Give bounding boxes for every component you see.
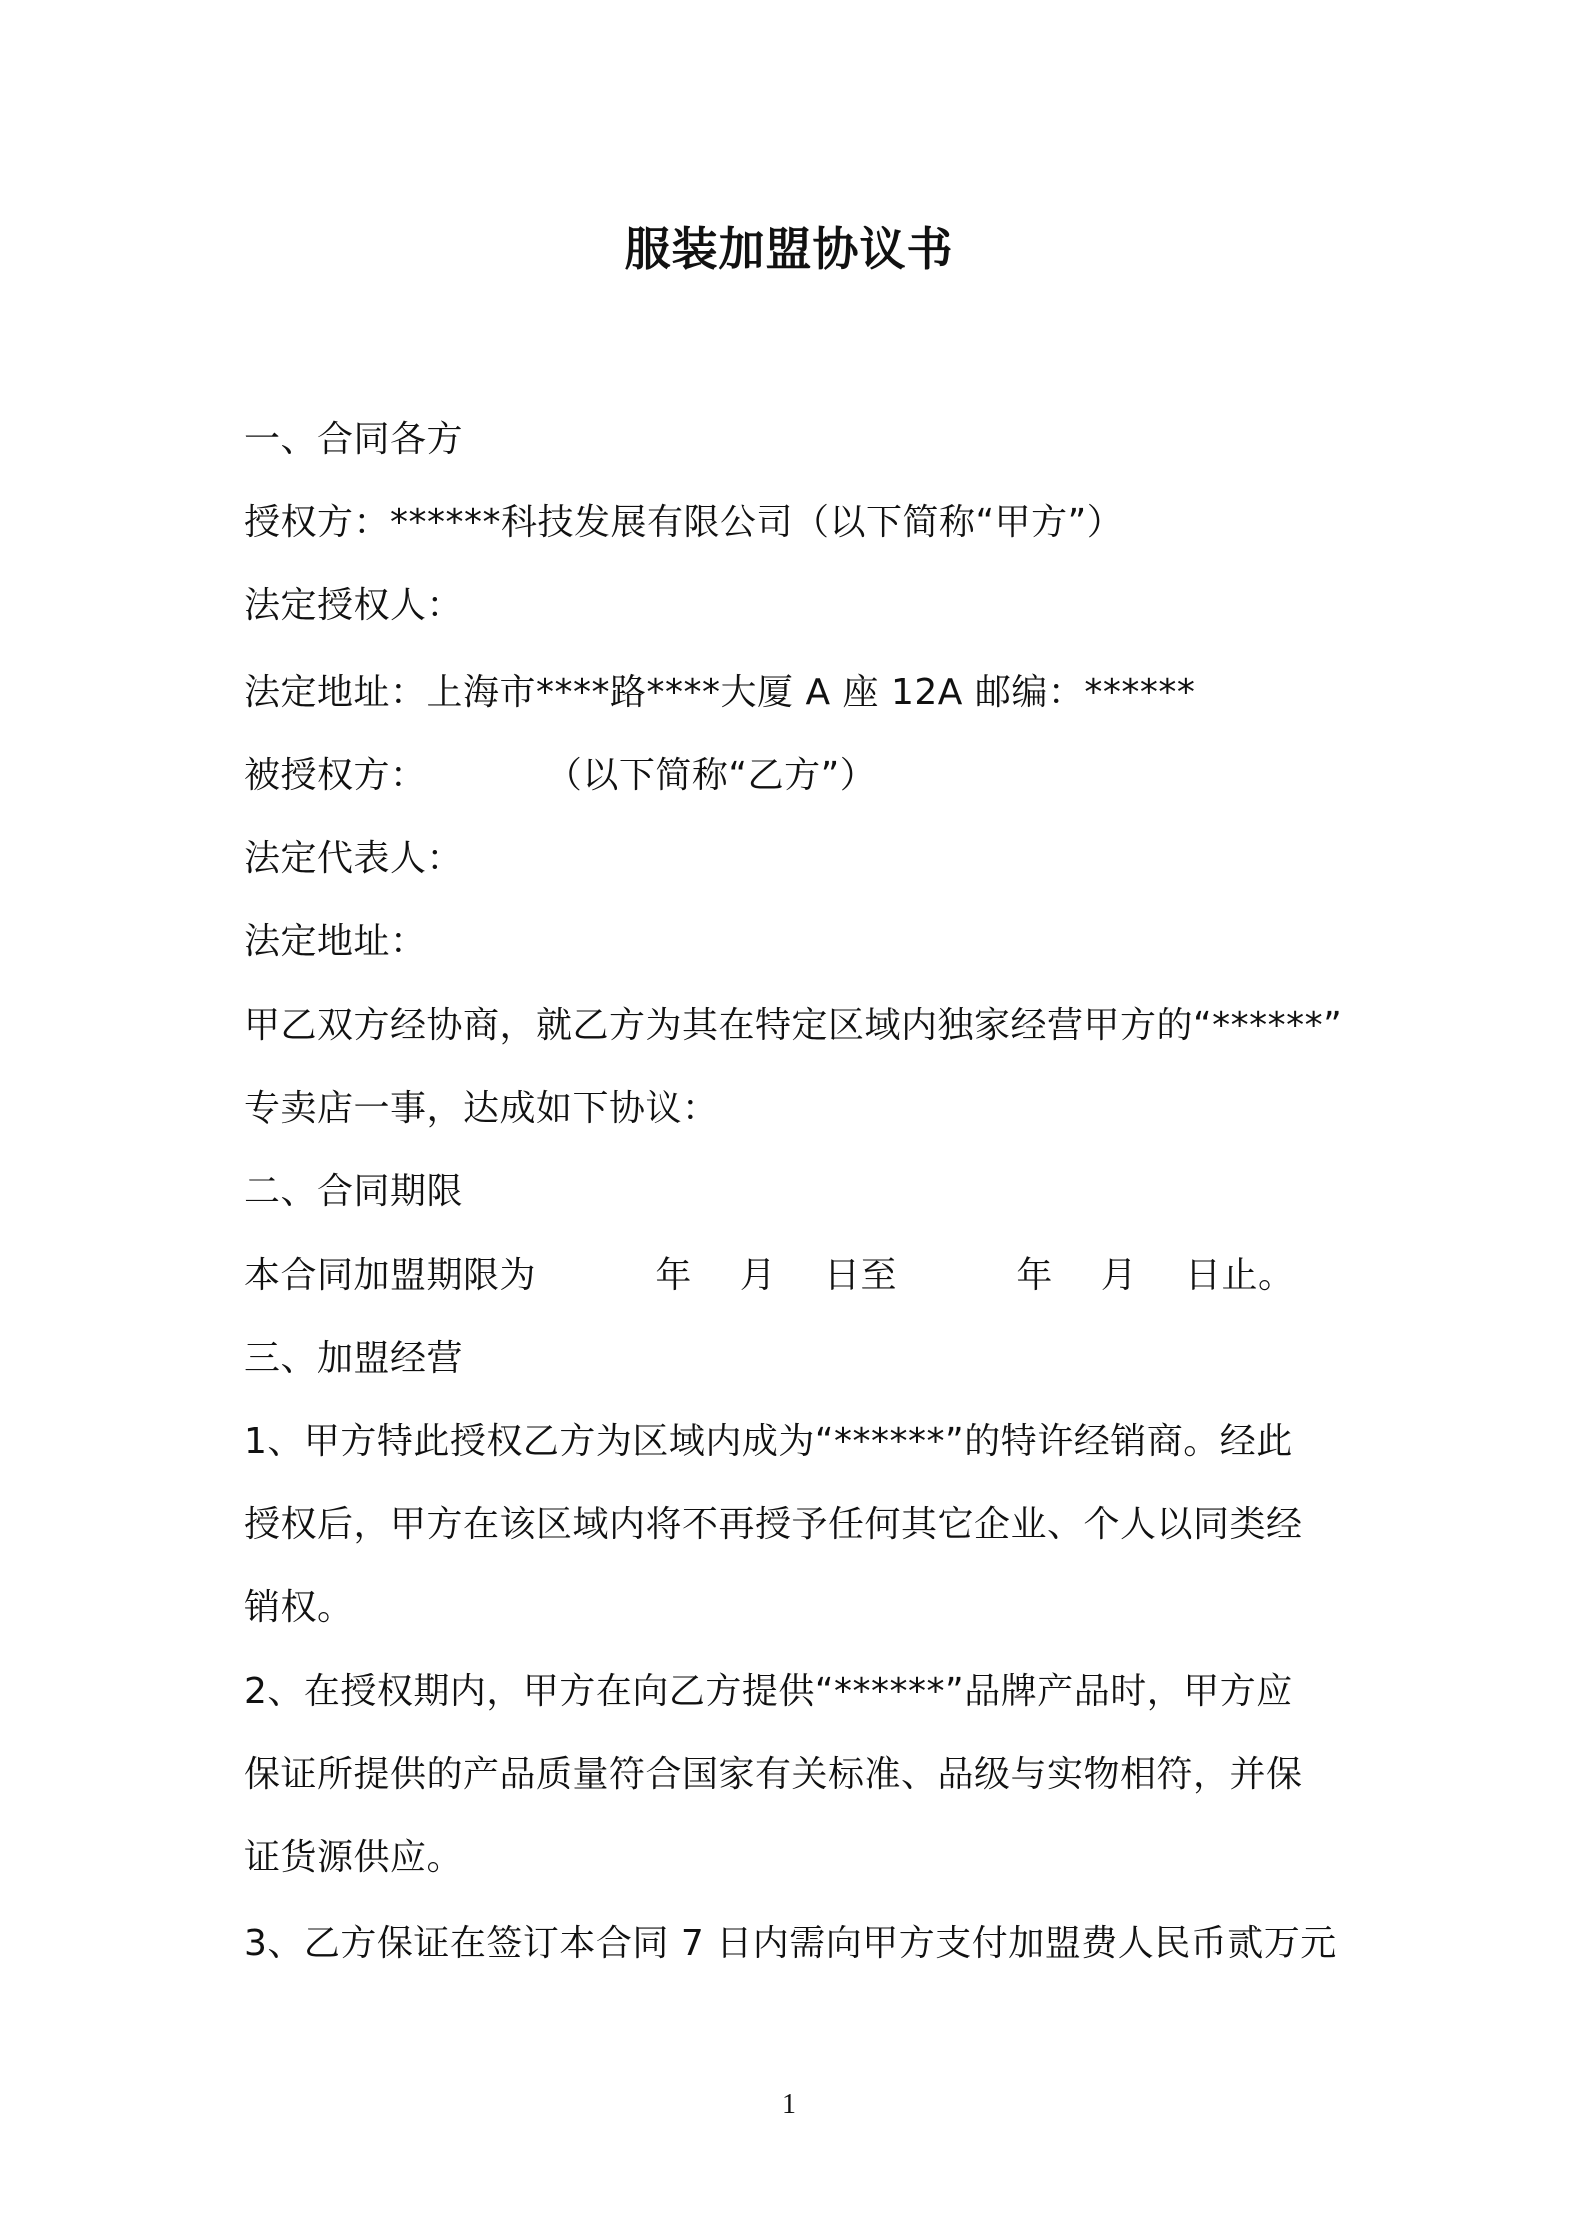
clause-2-line-2: 保证所提供的产品质量符合国家有关标准、品级与实物相符，并保 bbox=[244, 1754, 1303, 1795]
licensee-representative-line: 法定代表人： bbox=[244, 838, 464, 879]
licensor-address-line: 法定地址：上海市****路****大厦 A 座 12A 邮编：****** bbox=[244, 672, 1196, 713]
contract-term-line: 本合同加盟期限为 年 月 日至 年 月 日止。 bbox=[244, 1255, 1295, 1296]
section-heading-franchise: 三、加盟经营 bbox=[244, 1338, 464, 1379]
licensee-address-line: 法定地址： bbox=[244, 921, 427, 962]
licensor-legal-person-line: 法定授权人： bbox=[244, 585, 464, 626]
clause-2-line-1: 2、在授权期内，甲方在向乙方提供“******”品牌产品时，甲方应 bbox=[244, 1671, 1293, 1712]
clause-2-line-3: 证货源供应。 bbox=[244, 1837, 464, 1878]
section-heading-parties: 一、合同各方 bbox=[244, 419, 464, 460]
section-heading-term: 二、合同期限 bbox=[244, 1171, 464, 1212]
document-title: 服装加盟协议书 bbox=[624, 222, 954, 276]
clause-3-line-1: 3、乙方保证在签订本合同 7 日内需向甲方支付加盟费人民币贰万元 bbox=[244, 1923, 1337, 1964]
licensee-line: 被授权方： （以下简称“乙方”） bbox=[244, 755, 877, 796]
clause-1-line-3: 销权。 bbox=[244, 1587, 354, 1628]
clause-1-line-2: 授权后，甲方在该区域内将不再授予任何其它企业、个人以同类经 bbox=[244, 1504, 1303, 1545]
preamble-line-1: 甲乙双方经协商，就乙方为其在特定区域内独家经营甲方的“******” bbox=[244, 1005, 1343, 1046]
preamble-line-2: 专卖店一事，达成如下协议： bbox=[244, 1088, 719, 1129]
clause-1-line-1: 1、甲方特此授权乙方为区域内成为“******”的特许经销商。经此 bbox=[244, 1421, 1293, 1462]
page-number: 1 bbox=[782, 2089, 796, 2120]
licensor-line: 授权方：******科技发展有限公司（以下简称“甲方”） bbox=[244, 502, 1124, 543]
